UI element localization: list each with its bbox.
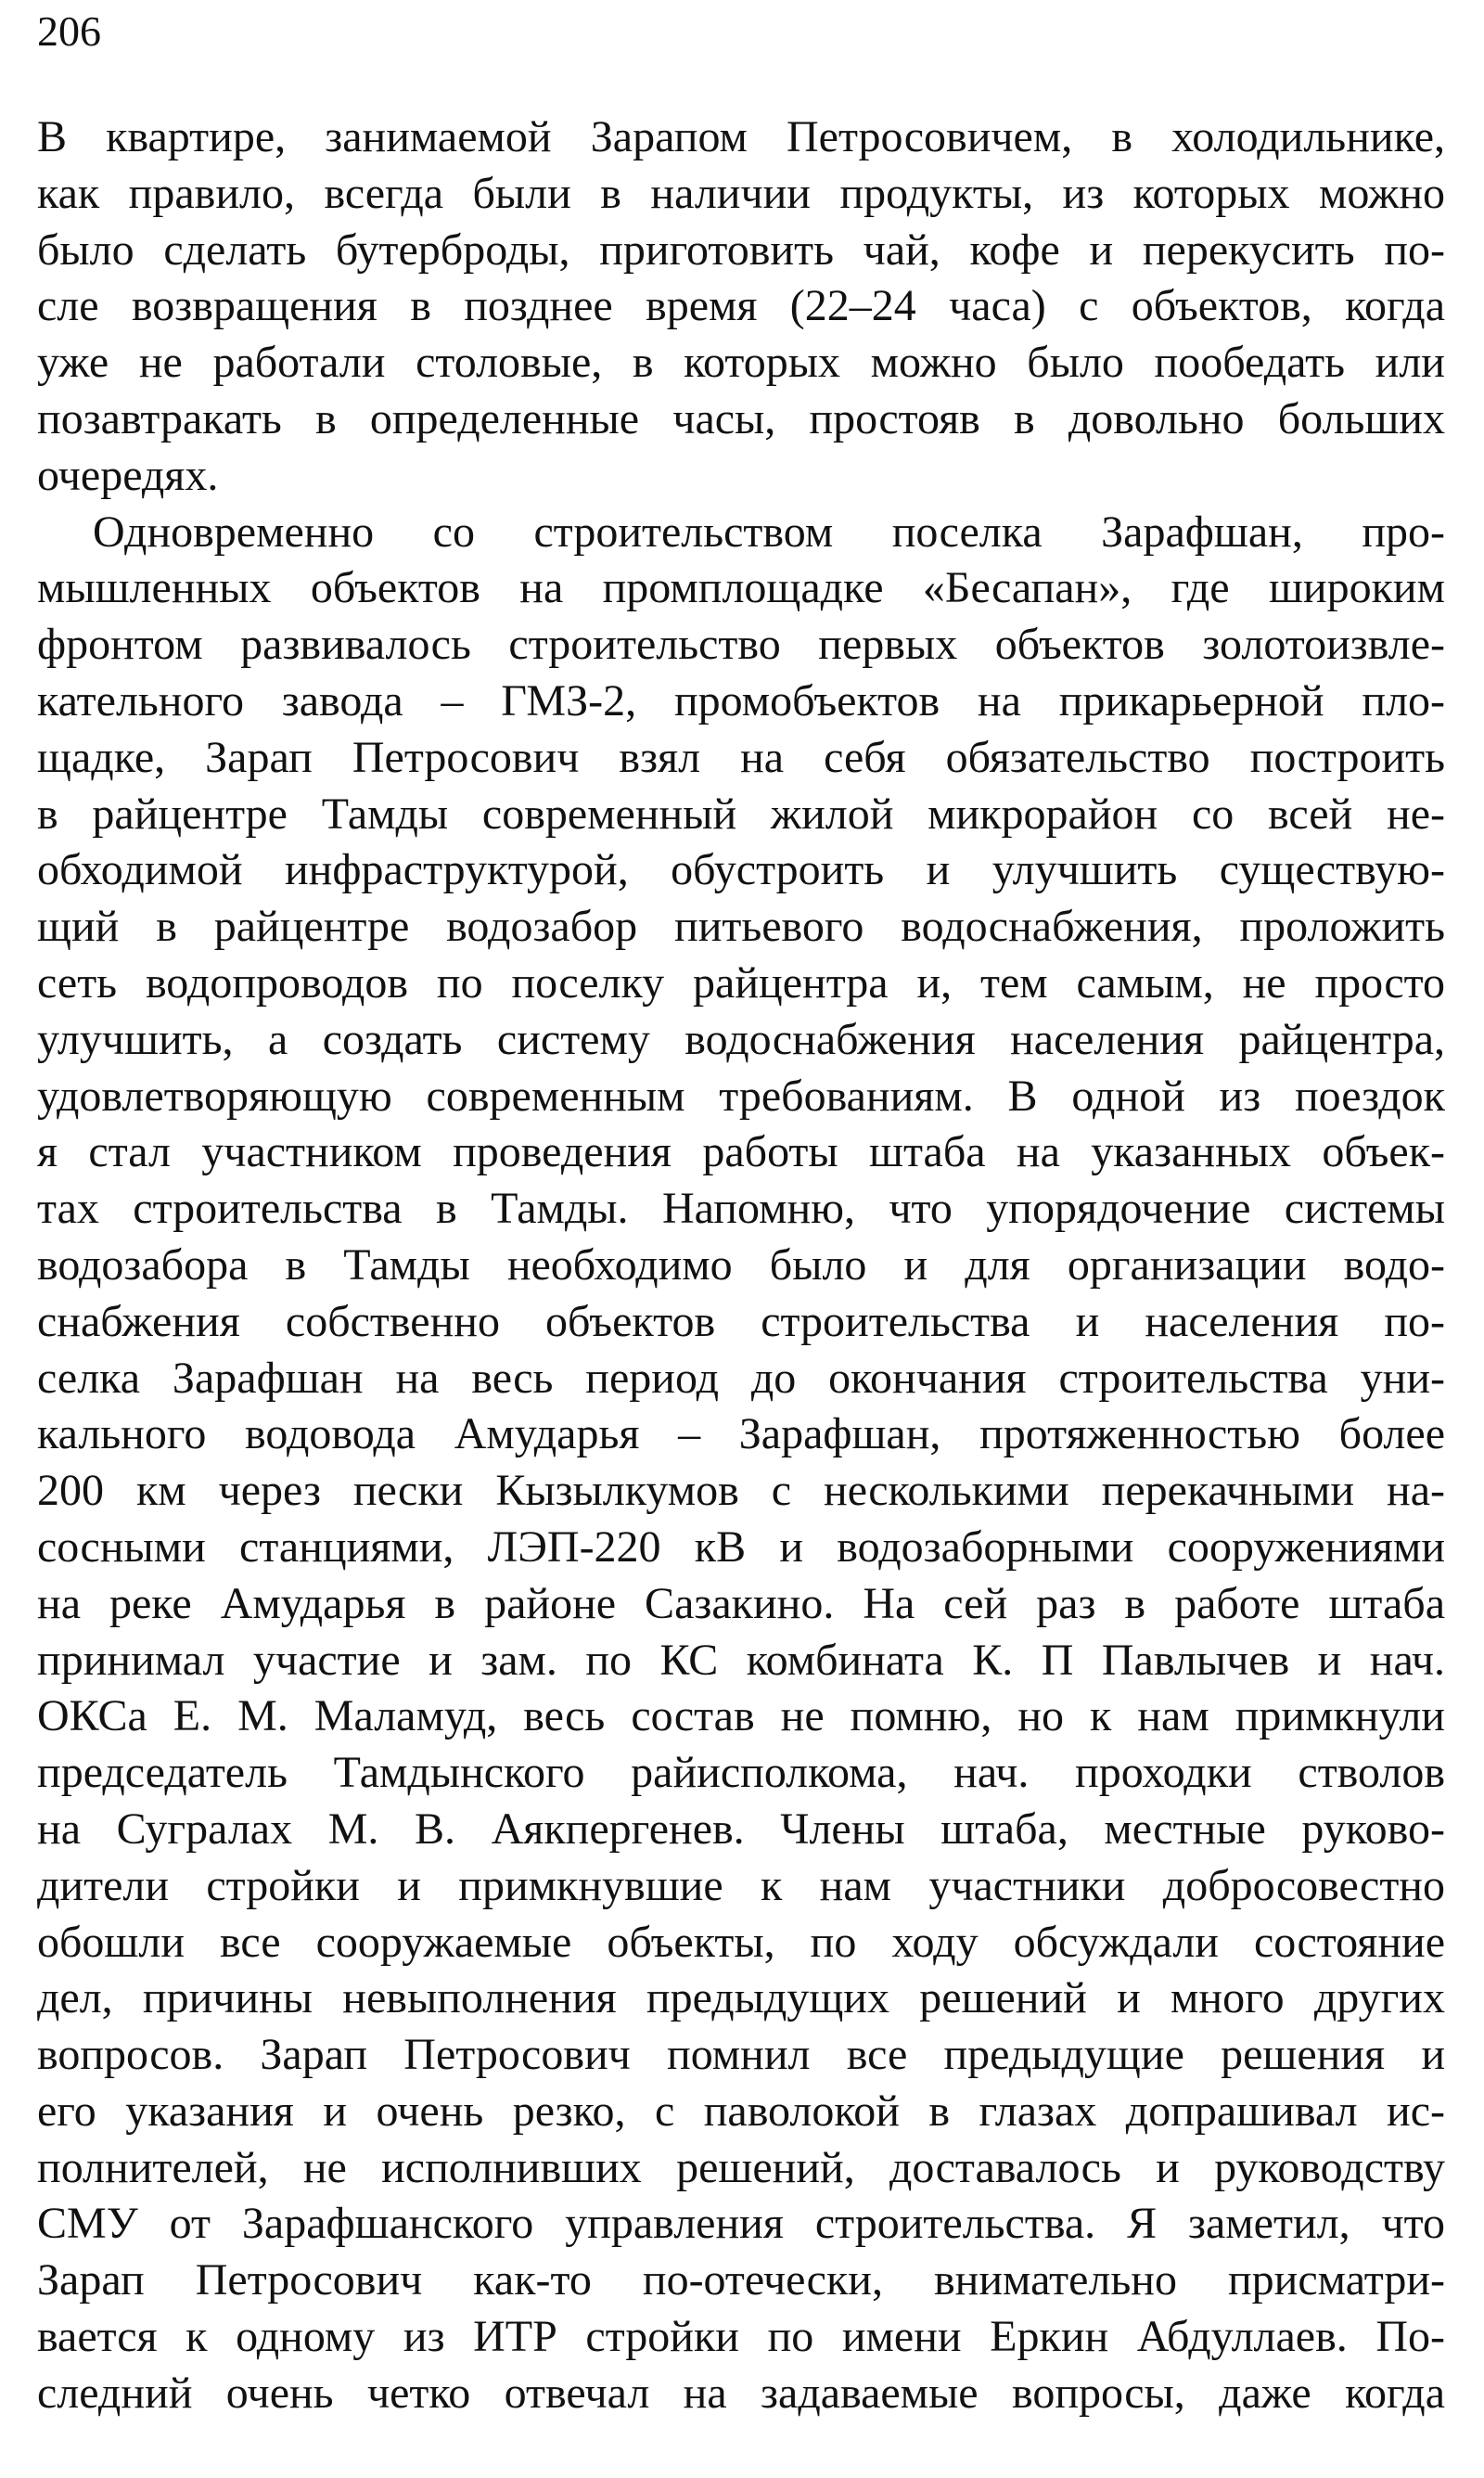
text-line bbox=[37, 2422, 1445, 2478]
text-line: обошли все сооружаемые объекты, по ходу обсуждали состояние bbox=[37, 1917, 1445, 1967]
text-line: сле возвращения в позднее время (22–24 часа) с объектов, когда bbox=[37, 281, 1445, 331]
text-line: вопросов. Зарап Петросович помнил все предыдущие решения и bbox=[37, 2030, 1445, 2080]
text-line: В квартире, занимаемой Зарапом Петросовичем, в холодильнике, bbox=[37, 112, 1445, 161]
text-line: дители стройки и примкнувшие к нам участники добросовестно bbox=[37, 1860, 1445, 1910]
paragraph-2 bbox=[37, 505, 1445, 2478]
text-line: Зарап Петросович как-то по-отечески, внимательно присматри- bbox=[37, 2255, 1445, 2305]
text-line: кательного завода – ГМЗ-2, промобъектов на прикарьерной пло- bbox=[37, 675, 1445, 725]
text-line: как правило, всегда были в наличии продукты, из которых можно bbox=[37, 168, 1445, 218]
text-line: мышленных объектов на промплощадке «Бесапан», где широким bbox=[37, 563, 1445, 613]
text-line: Одновременно со строительством поселка Зарафшан, про- bbox=[93, 507, 1445, 557]
text-line: тах строительства в Тамды. Напомню, что упорядочение системы bbox=[37, 1184, 1445, 1234]
text-line: кального водовода Амударья – Зарафшан, протяженностью более bbox=[37, 1409, 1445, 1459]
text-line: сосными станциями, ЛЭП-220 кВ и водозаборными сооружениями bbox=[37, 1521, 1445, 1572]
text-line: на Сугралах М. В. Аякпергенев. Члены штаба, местные руково- bbox=[37, 1804, 1445, 1854]
text-line: позавтракать в определенные часы, простояв в довольно больших bbox=[37, 393, 1445, 443]
text-line: председатель Тамдынского райисполкома, нач. проходки стволов bbox=[37, 1748, 1445, 1798]
body-text bbox=[37, 109, 1445, 2478]
text-line: селка Зарафшан на весь период до окончания строительства уни- bbox=[37, 1353, 1445, 1403]
text-line: я стал участником проведения работы штаба на указанных объек- bbox=[37, 1127, 1445, 1177]
text-line: обходимой инфраструктурой, обустроить и улучшить существую- bbox=[37, 845, 1445, 895]
text-line: было сделать бутерброды, приготовить чай, кофе и перекусить по- bbox=[37, 225, 1445, 275]
text-line: ОКСа Е. М. Маламуд, весь состав не помню, но к нам примкнули bbox=[37, 1691, 1445, 1741]
text-line: удовлетворяющую современным требованиям. В одной из поездок bbox=[37, 1071, 1445, 1121]
text-line: очередях. bbox=[37, 450, 219, 500]
text-line: фронтом развивалось строительство первых объектов золотоизвле- bbox=[37, 620, 1445, 670]
paragraph-1 bbox=[37, 109, 1445, 505]
text-line: 200 км через пески Кызылкумов с несколькими перекачными на- bbox=[37, 1466, 1445, 1516]
text-line: щий в райцентре водозабор питьевого водоснабжения, проложить bbox=[37, 902, 1445, 952]
text-line: уже не работали столовые, в которых можно было пообедать или bbox=[37, 338, 1445, 388]
text-line: щадке, Зарап Петросович взял на себя обязательство построить bbox=[37, 732, 1445, 782]
text-line: сеть водопроводов по поселку райцентра и, тем самым, не просто bbox=[37, 957, 1445, 1008]
text-line: вается к одному из ИТР стройки по имени Еркин Абдуллаев. По- bbox=[37, 2312, 1445, 2362]
text-line: в райцентре Тамды современный жилой микрорайон со всей не- bbox=[37, 789, 1445, 839]
text-line: полнителей, не исполнивших решений, доставалось и руководству bbox=[37, 2142, 1445, 2192]
text-line: СМУ от Зарафшанского управления строительства. Я заметил, что bbox=[37, 2199, 1445, 2249]
page-number: 206 bbox=[37, 7, 101, 55]
text-line: улучшить, а создать систему водоснабжения населения райцентра, bbox=[37, 1014, 1445, 1064]
text-line: водозабора в Тамды необходимо было и для организации водо- bbox=[37, 1239, 1445, 1290]
text-line: принимал участие и зам. по КС комбината К. П Павлычев и нач. bbox=[37, 1635, 1445, 1685]
text-line: следний очень четко отвечал на задаваемые вопросы, даже когда bbox=[37, 2368, 1445, 2418]
text-line: дел, причины невыполнения предыдущих решений и много других bbox=[37, 1973, 1445, 2023]
text-line: снабжения собственно объектов строительства и населения по- bbox=[37, 1296, 1445, 1346]
text-line: на реке Амударья в районе Сазакино. На сей раз в работе штаба bbox=[37, 1578, 1445, 1628]
text-line: его указания и очень резко, с паволокой в глазах допрашивал ис- bbox=[37, 2086, 1445, 2136]
